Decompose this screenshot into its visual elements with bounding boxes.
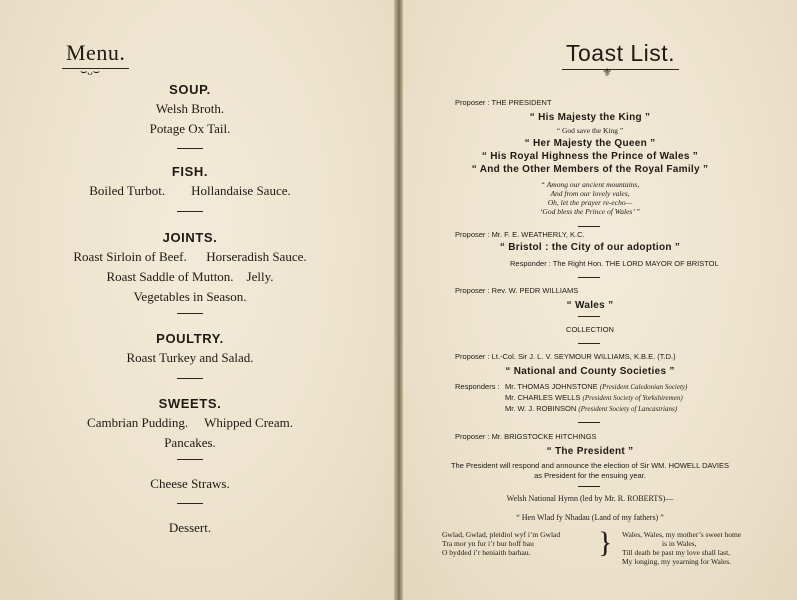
menu-item: Roast Sirloin of Beef. Horseradish Sauce. [73,249,307,264]
responder-name: Mr. THOMAS JOHNSTONE [505,382,598,391]
toast-anthem: “ God save the King ” [556,126,624,135]
collection-label: COLLECTION [566,325,614,334]
responder-name: Mr. CHARLES WELLS [505,393,581,402]
hymn-title: “ Hen Wlad fy Nhadau (Land of my fathers) ” [516,513,664,522]
menu-divider [0,211,380,212]
verse-line: “ Among our ancient mountains, [540,180,640,189]
hymn-english-line: Wales, Wales, my mother’s sweet home [622,530,742,539]
toast-text: “ National and County Societies ” [505,366,675,377]
menu-flourish-ornament: ⌣ᴗ⌣ [80,66,100,78]
hymn-english-line: Till death be past my love shall last, [622,548,731,557]
hymn-english-line: My longing, my yearning for Wales. [622,557,732,566]
menu-divider [0,148,380,149]
president-note: The President will respond and announce the election of Sir WM. HOWELL DAVIES [450,461,730,470]
menu-section-heading: JOINTS. [162,230,218,245]
menu-item-dessert [0,518,380,538]
toast-list-content [400,0,797,600]
responder-role: (President Caledonian Society) [599,383,688,391]
menu-item: Roast Turkey and Salad. [126,350,254,365]
toast-list-title: Toast List. [562,40,679,70]
hymn-welsh-verse [442,530,560,557]
hymn-welsh-line: Gwlad, Gwlad, pleidiol wyf i’m Gwlad [442,530,561,539]
hymn-english-verse [622,530,741,566]
toast-divider [578,226,600,227]
hymn-welsh-line: Tra mor yn fur i’r bur hoff bau [442,539,534,548]
menu-section-heading: SOUP. [169,82,211,97]
menu-divider [0,459,380,460]
menu-item: Roast Saddle of Mutton. Jelly. [106,269,274,284]
toast-flourish-ornament: ⚜ [602,67,612,79]
toast-divider [578,486,600,487]
verse-line: Oh, let the prayer re-echo— [547,198,633,207]
responder-role: (President Society of Yorkshiremen) [582,394,683,402]
menu-item: Potage Ox Tail. [149,121,231,136]
responder-name: Mr. W. J. ROBINSON [505,404,577,413]
toast-divider [578,343,600,344]
responder-entry [505,404,677,413]
toast-text: “ And the Other Members of the Royal Family ” [471,164,709,175]
proposer-line: Proposer : Mr. BRIGSTOCKE HITCHINGS [455,432,597,441]
toast-text: “ His Royal Highness the Prince of Wales ” [481,151,699,162]
proposer-line: Proposer : Rev. W. PEDR WILLIAMS [455,286,579,295]
menu-section-heading: POULTRY. [156,331,224,346]
verse-line: And from our lovely vales, [550,189,630,198]
menu-divider [0,378,380,379]
toast-text: “ His Majesty the King ” [529,112,651,123]
hymn-brace: } [598,526,613,559]
menu-section-poultry [0,331,380,368]
toast-text: “ Her Majesty the Queen ” [524,138,656,149]
menu-item: Cheese Straws. [150,476,230,491]
menu-item: Boiled Turbot. Hollandaise Sauce. [89,183,291,198]
proposer-line: Proposer : Lt.-Col. Sir J. L. V. SEYMOUR WILLIAMS, K.B.E. (T.D.) [455,352,676,361]
menu-item-cheese [0,474,380,494]
verse-line: ‘God bless the Prince of Wales’ ” [539,207,641,216]
menu-title: Menu. [62,40,129,69]
responder-line: Responder : The Right Hon. THE LORD MAYOR OF BRISTOL [510,259,719,268]
responder-role: (President Society of Lancastrians) [578,405,678,413]
toast-text: “ The President ” [546,446,634,457]
toast-text: “ Bristol : the City of our adoption ” [499,242,681,253]
hymn-line: Welsh National Hymn (led by Mr. R. ROBERTS)— [506,494,674,503]
proposer-line: Proposer : THE PRESIDENT [455,98,552,107]
menu-section-fish [0,164,380,201]
menu-item: Dessert. [168,520,212,535]
proposer-line: Proposer : Mr. F. E. WEATHERLY, K.C. [455,230,585,239]
menu-divider [0,503,380,504]
menu-section-sweets [0,396,380,453]
toast-verse [490,180,690,216]
toast-divider [578,422,600,423]
menu-section-joints [0,230,380,307]
president-note: as President for the ensuing year. [534,471,646,480]
menu-divider [0,313,380,314]
menu-item: Welsh Broth. [155,101,225,116]
menu-section-heading: SWEETS. [158,396,222,411]
menu-item: Vegetables in Season. [133,289,247,304]
menu-item: Cambrian Pudding. Whipped Cream. [87,415,293,430]
toast-text: “ Wales ” [566,300,614,311]
menu-section-soup [0,82,380,139]
hymn-welsh-line: O bydded i’r heniaith barhau. [442,548,531,557]
toast-divider [578,316,600,317]
responder-entry [505,382,687,391]
responders-label: Responders : [455,382,500,391]
toast-divider [578,277,600,278]
responder-entry [505,393,683,402]
menu-item: Pancakes. [164,435,216,450]
hymn-english-line: is in Wales, [662,539,697,548]
menu-section-heading: FISH. [171,164,209,179]
